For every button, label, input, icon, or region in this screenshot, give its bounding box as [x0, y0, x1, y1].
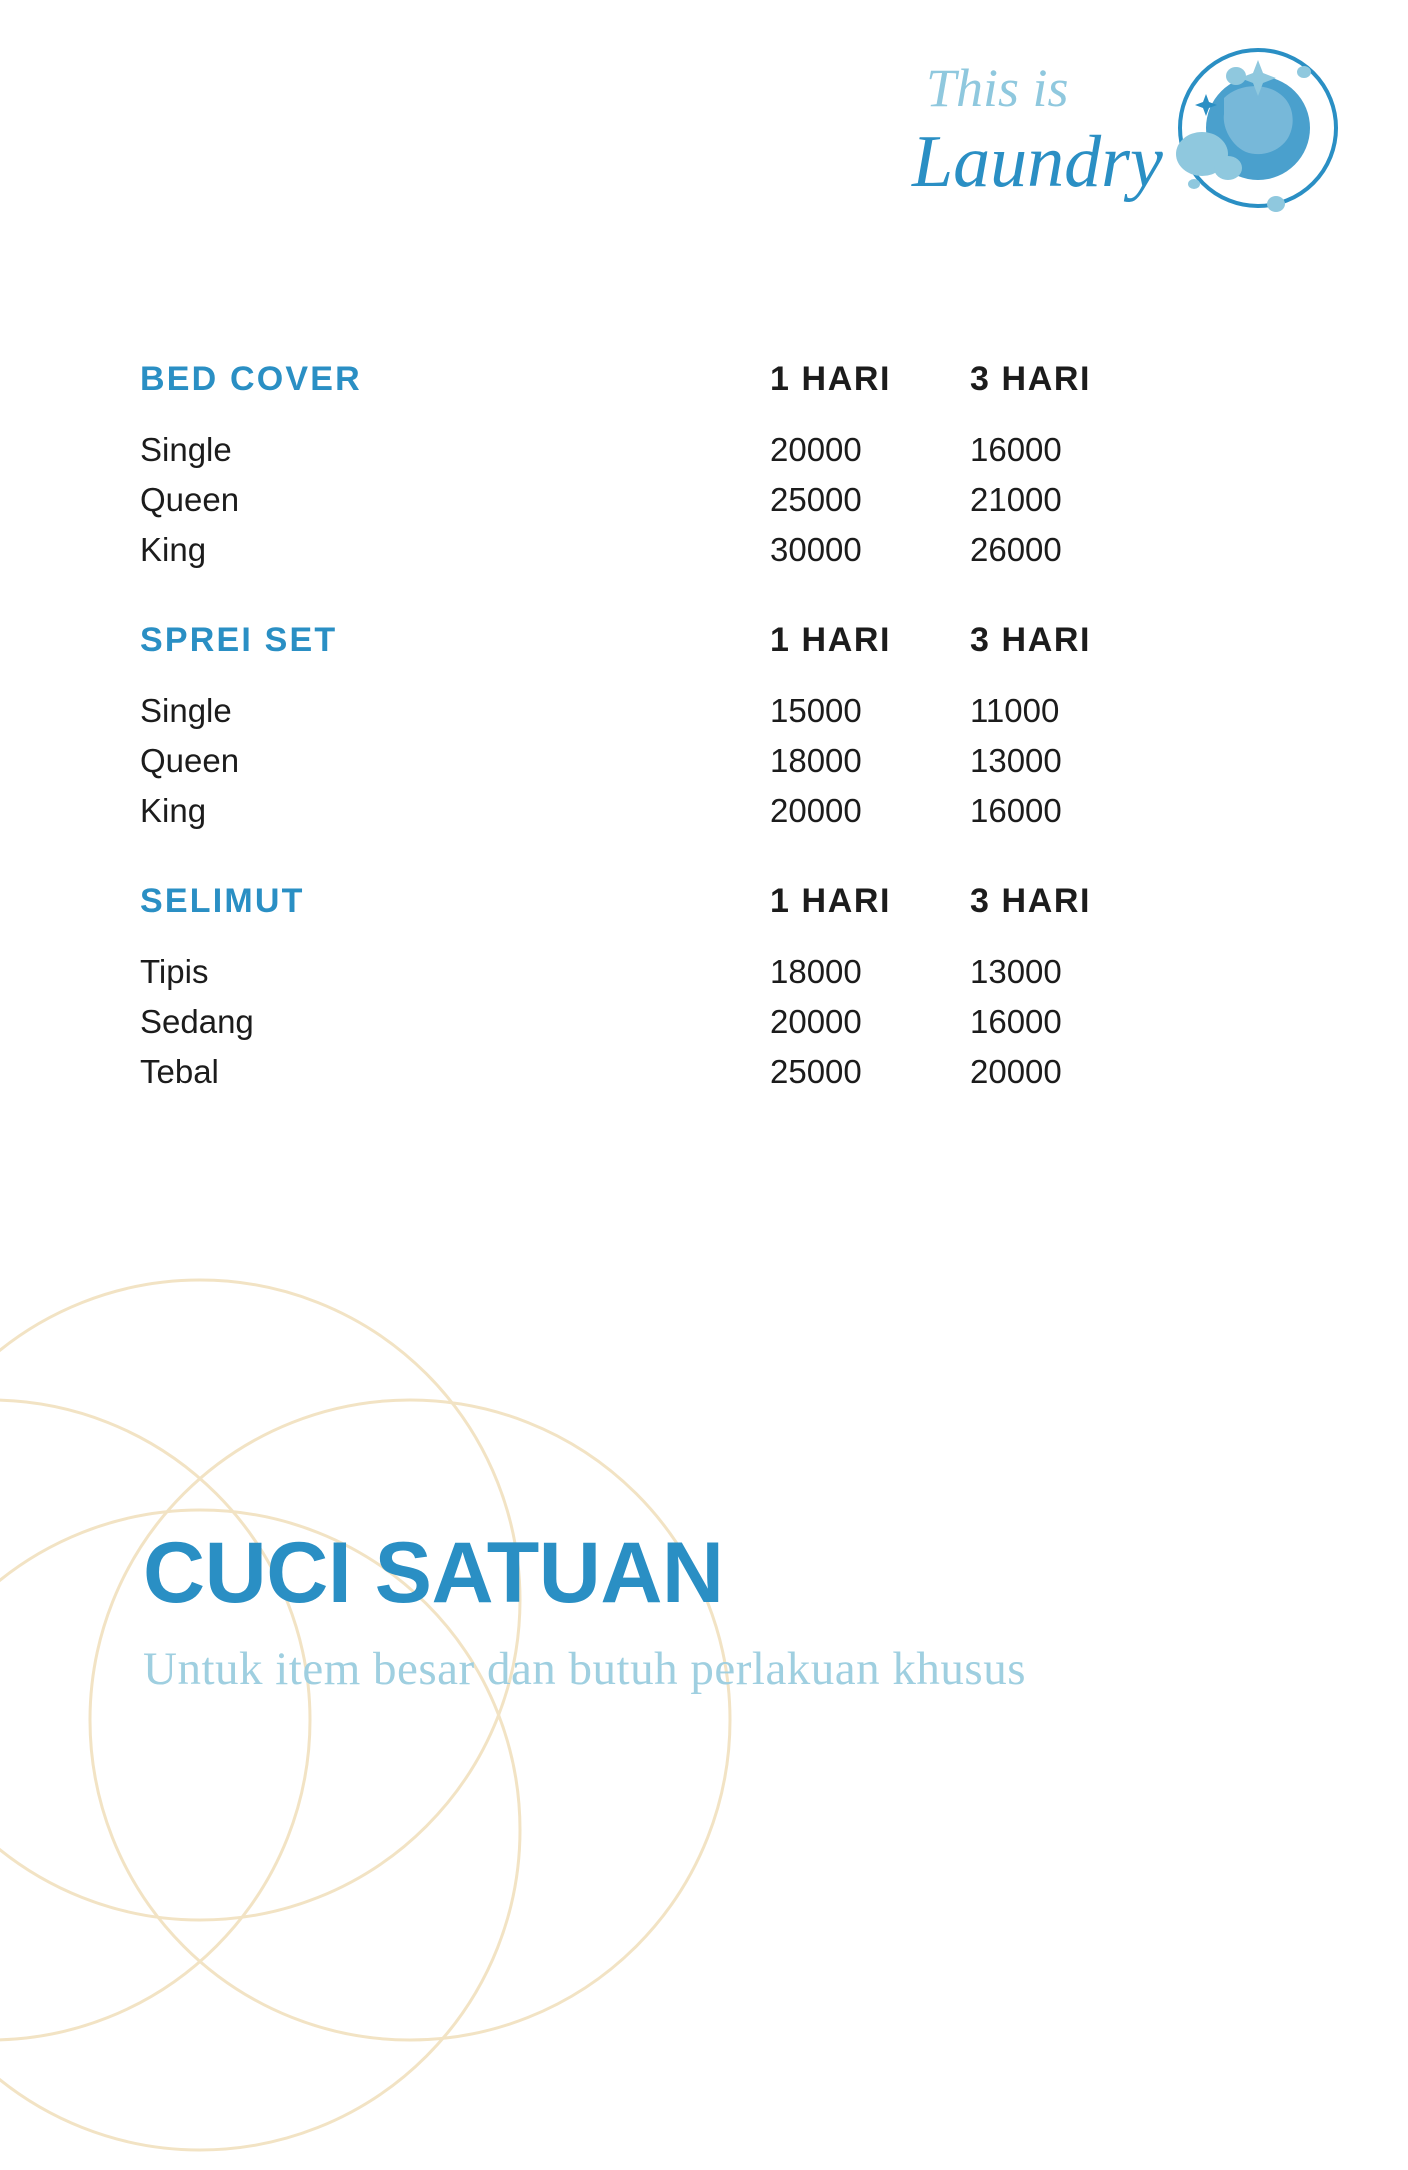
- price-1-hari: 18000: [770, 953, 862, 990]
- price-row: [140, 692, 1270, 730]
- page-title: CUCI SATUAN: [143, 1525, 724, 1621]
- column-header-3-hari: 3 HARI: [970, 360, 1092, 398]
- price-section-bed-cover: [140, 360, 1270, 569]
- price-3-hari: 16000: [970, 1003, 1062, 1040]
- price-section-sprei-set: [140, 621, 1270, 830]
- item-label: Tipis: [140, 953, 209, 990]
- price-3-hari: 11000: [970, 692, 1060, 729]
- price-1-hari: 15000: [770, 692, 862, 729]
- section-header-row: [140, 360, 1270, 399]
- price-1-hari: 25000: [770, 1053, 862, 1090]
- section-header-row: [140, 882, 1270, 921]
- svg-text:Laundry: Laundry: [912, 121, 1163, 203]
- price-3-hari: 16000: [970, 792, 1062, 829]
- item-label: Sedang: [140, 1003, 254, 1040]
- item-label: Queen: [140, 481, 240, 518]
- column-header-1-hari: 1 HARI: [770, 882, 892, 920]
- section-title: BED COVER: [140, 360, 362, 398]
- column-header-1-hari: 1 HARI: [770, 360, 892, 398]
- item-label: Single: [140, 431, 232, 468]
- price-3-hari: 13000: [970, 953, 1062, 990]
- price-3-hari: 13000: [970, 742, 1062, 779]
- section-title: SELIMUT: [140, 882, 305, 920]
- price-3-hari: 26000: [970, 531, 1062, 568]
- price-row: [140, 481, 1270, 519]
- price-tables: [140, 360, 1270, 1143]
- price-section-selimut: [140, 882, 1270, 1091]
- price-row: [140, 531, 1270, 569]
- column-header-3-hari: 3 HARI: [970, 621, 1092, 659]
- price-1-hari: 18000: [770, 742, 862, 779]
- section-title: SPREI SET: [140, 621, 338, 659]
- svg-text:This is: This is: [926, 58, 1069, 118]
- bottom-block: [143, 1525, 1243, 1701]
- price-row: [140, 431, 1270, 469]
- price-1-hari: 30000: [770, 531, 862, 568]
- brand-logo: [906, 36, 1356, 246]
- item-label: King: [140, 792, 207, 829]
- price-1-hari: 20000: [770, 792, 862, 829]
- section-header-row: [140, 621, 1270, 660]
- price-row: [140, 742, 1270, 780]
- price-row: [140, 1003, 1270, 1041]
- price-1-hari: 25000: [770, 481, 862, 518]
- column-header-3-hari: 3 HARI: [970, 882, 1092, 920]
- item-label: Tebal: [140, 1053, 219, 1090]
- price-3-hari: 21000: [970, 481, 1062, 518]
- item-label: Queen: [140, 742, 240, 779]
- price-1-hari: 20000: [770, 431, 862, 468]
- price-row: [140, 953, 1270, 991]
- column-header-1-hari: 1 HARI: [770, 621, 892, 659]
- price-row: [140, 792, 1270, 830]
- price-row: [140, 1053, 1270, 1091]
- price-1-hari: 20000: [770, 1003, 862, 1040]
- price-3-hari: 16000: [970, 431, 1062, 468]
- item-label: Single: [140, 692, 232, 729]
- page-subtitle: Untuk item besar dan butuh perlakuan khusus: [143, 1643, 1026, 1695]
- item-label: King: [140, 531, 207, 568]
- price-3-hari: 20000: [970, 1053, 1062, 1090]
